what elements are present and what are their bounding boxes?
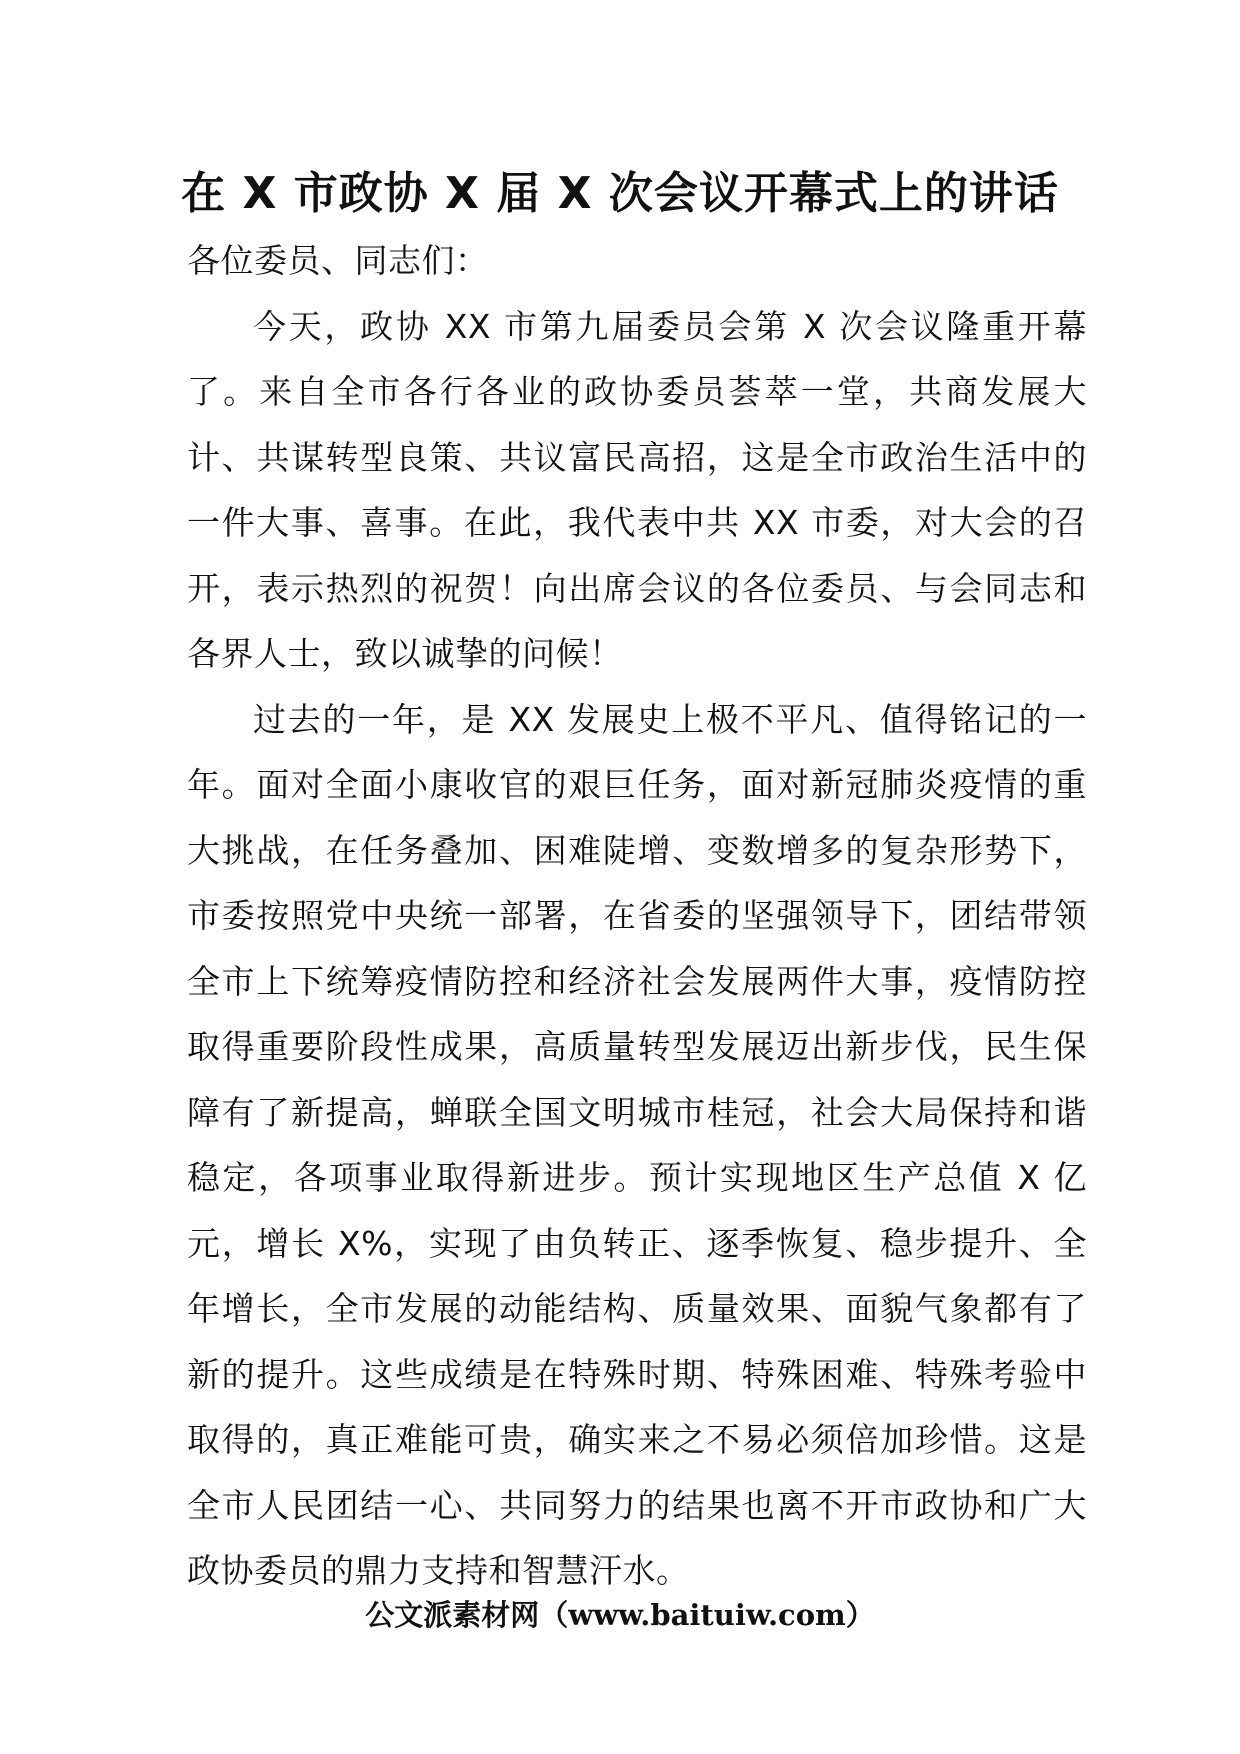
document-title: 在 X 市政协 X 届 X 次会议开幕式上的讲话 xyxy=(181,168,1059,219)
document-body xyxy=(187,228,1087,1604)
paragraph-2: 过去的一年，是 XX 发展史上极不平凡、值得铭记的一年。面对全面小康收官的艰巨任务，面对新冠肺炎疫情的重大挑战，在任务叠加、困难陡增、变数增多的复杂形势下，市委按照党中央统一部署，在省委的坚强领导下，团结带领全市上下统筹疫情防控和经济社会发展两件大事，疫情防控取得重要阶段性成果，高质量转型发展迈出新步伐，民生保障有了新提高，蝉联全国文明城市桂冠，社会大局保持和谐稳定，各项事业取得新进步。预计实现地区生产总值 X 亿元，增长 X%，实现了由负转正、逐季恢复、稳步提升、全年增长，全市发展的动能结构、质量效果、面貌气象都有了新的提升。这些成绩是在特殊时期、特殊困难、特殊考验中取得的，真正难能可贵，确实来之不易必须倍加珍惜。这是全市人民团结一心、共同努力的结果也离不开市政协和广大政协委员的鼎力支持和智慧汗水。 xyxy=(187,699,1087,1590)
paragraph-1: 今天，政协 XX 市第九届委员会第 X 次会议隆重开幕了。来自全市各行各业的政协委员荟萃一堂，共商发展大计、共谋转型良策、共议富民高招，这是全市政治生活中的一件大事、喜事。在此，我代表中共 XX 市委，对大会的召开，表示热烈的祝贺！向出席会议的各位委员、与会同志和各界人士，致以诚挚的问候！ xyxy=(187,306,1087,673)
salutation: 各位委员、同志们： xyxy=(187,241,489,280)
source-footer: 公文派素材网（www.baituiw.com） xyxy=(365,1598,875,1632)
